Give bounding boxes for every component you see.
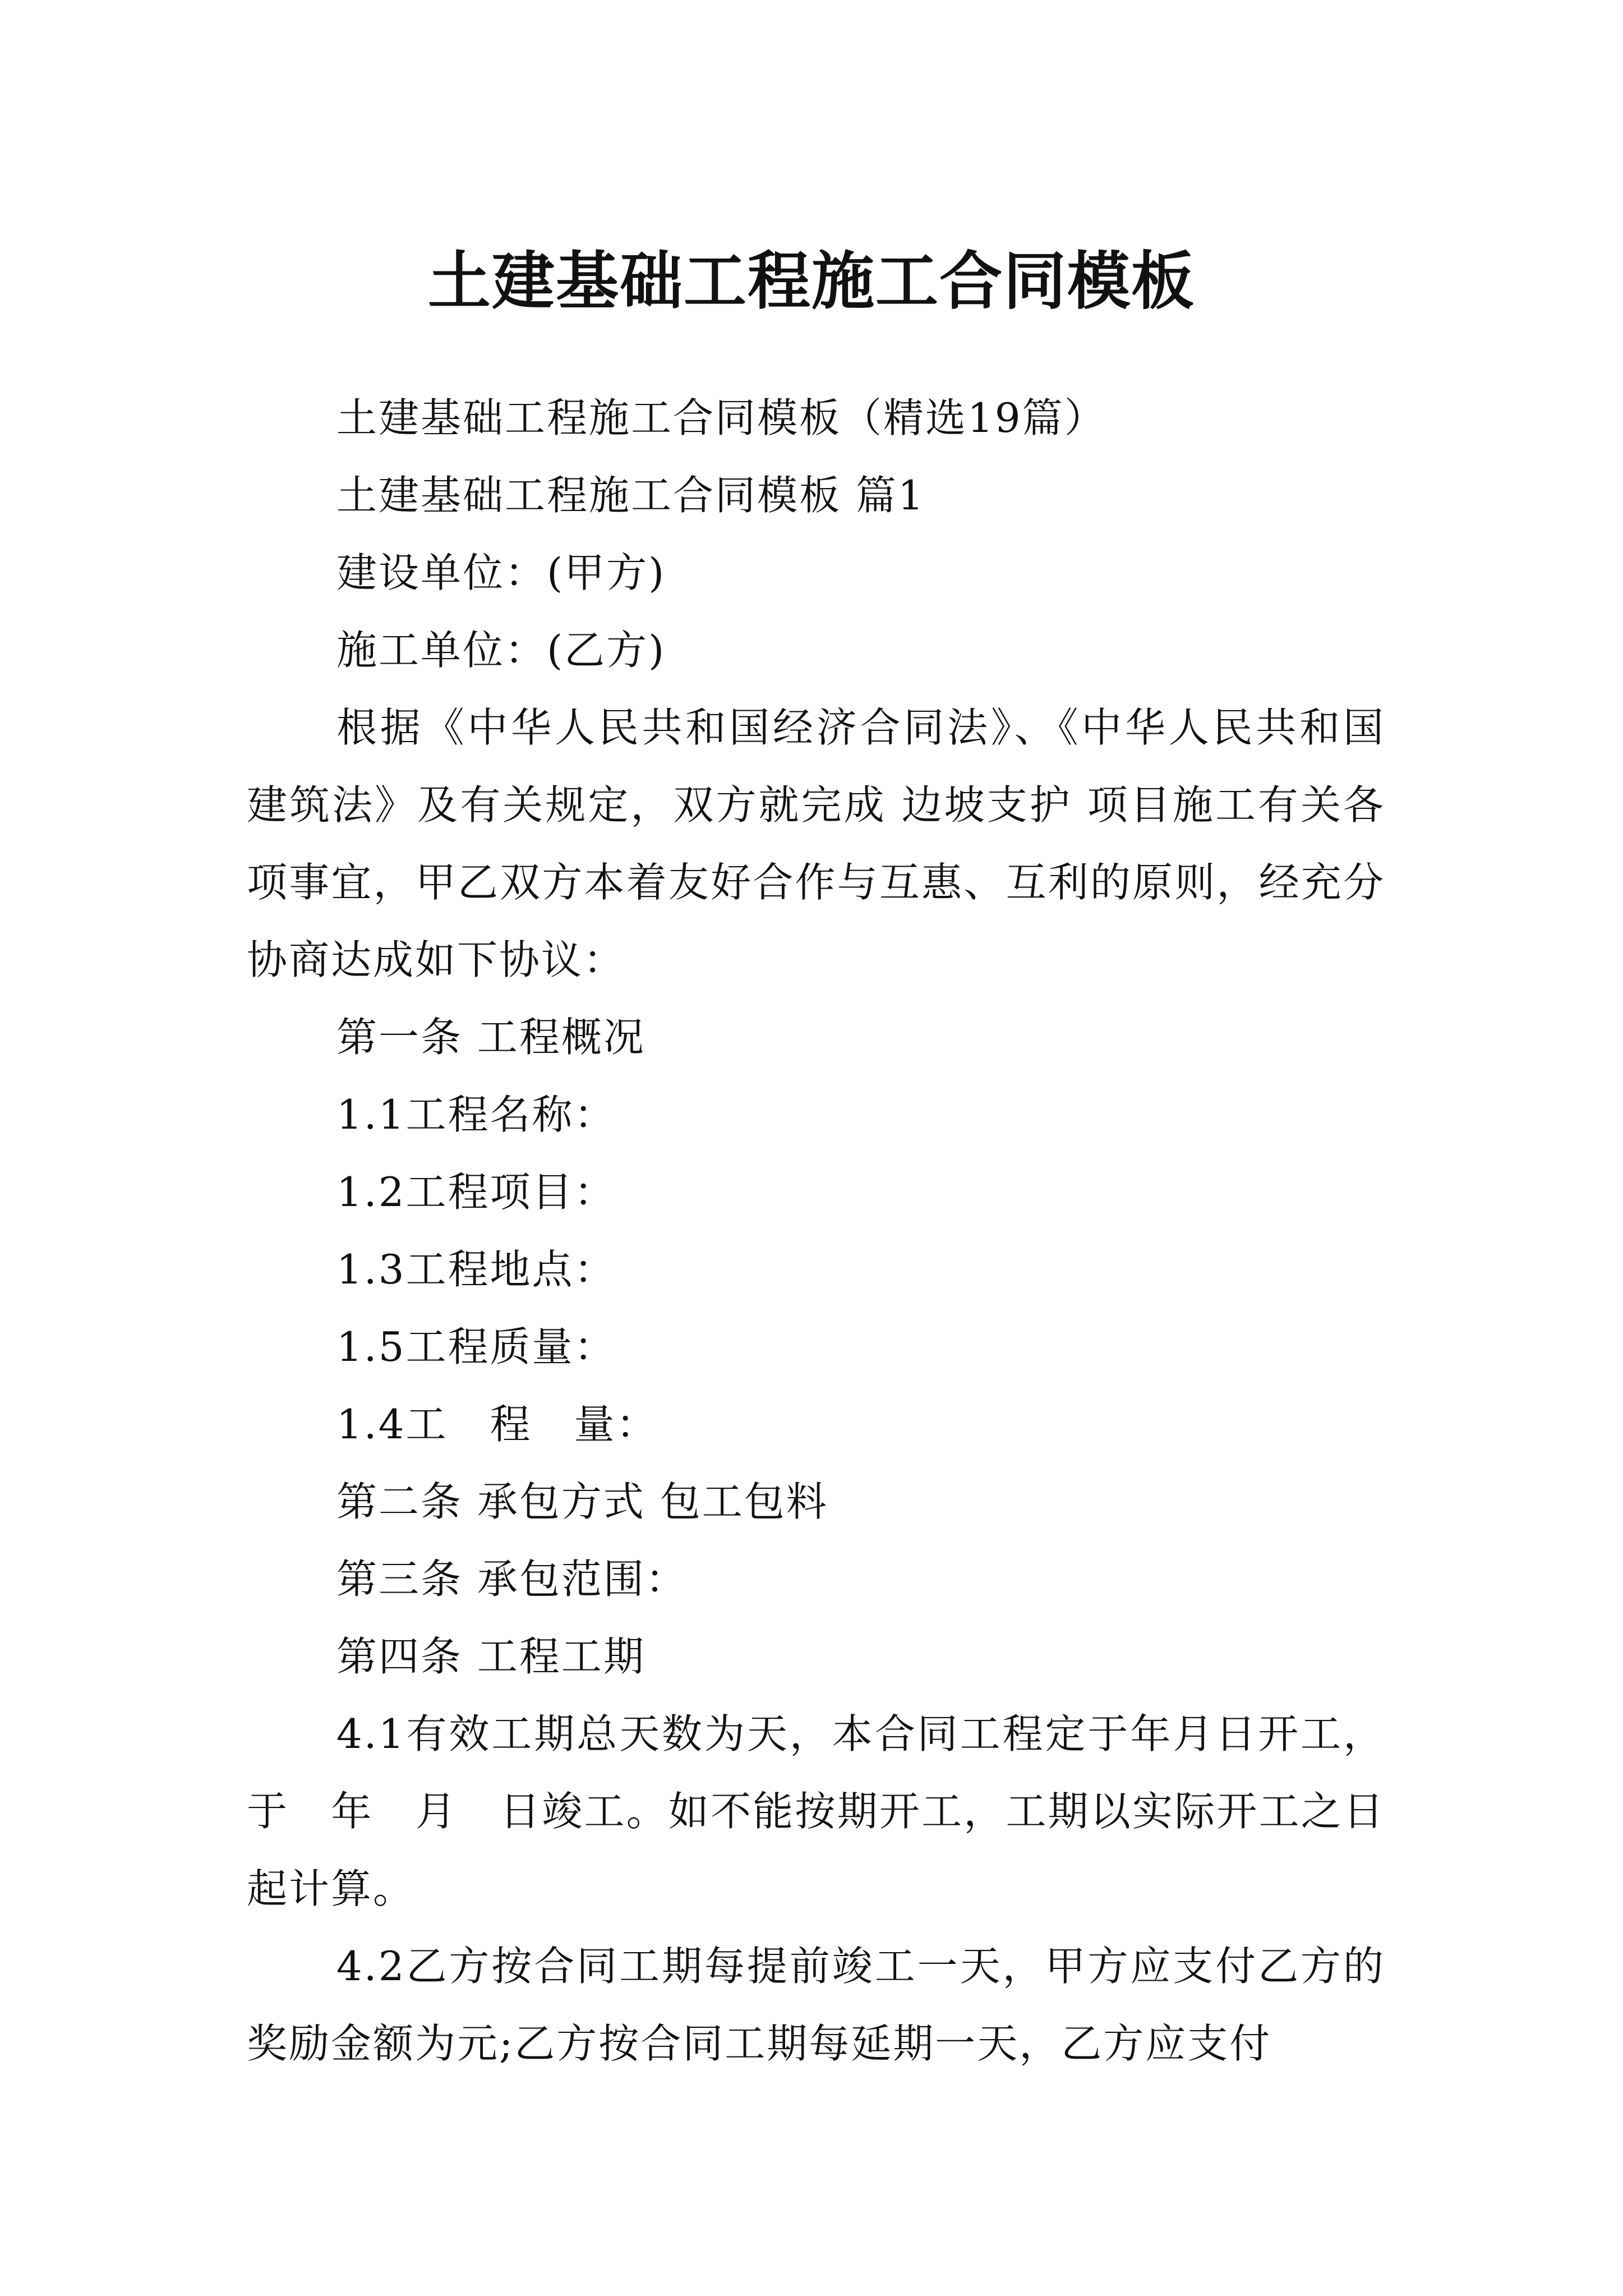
paragraph-item-4-1: 4.1有效工期总天数为天，本合同工程定于年月日开工，于 年 月 日竣工。如不能按期开工，工期以实际开工之日起计算。 — [247, 1710, 1385, 1912]
paragraph-item-1-5: 1.5工程质量： — [336, 1323, 616, 1370]
document-body — [247, 379, 1385, 2082]
paragraph-article-4: 第四条 工程工期 — [336, 1633, 645, 1680]
paragraph-subtitle: 土建基础工程施工合同模板（精选19篇） — [336, 394, 1106, 441]
paragraph-item-1-3: 1.3工程地点： — [336, 1246, 616, 1293]
paragraph-party-b: 施工单位：(乙方) — [336, 627, 666, 674]
paragraph-party-a: 建设单位：(甲方) — [336, 549, 666, 596]
paragraph-item-1-4: 1.4工 程 量： — [336, 1401, 658, 1448]
paragraph-item-1-1: 1.1工程名称： — [336, 1091, 616, 1138]
paragraph-article-3: 第三条 承包范围： — [336, 1556, 688, 1603]
paragraph-article-1: 第一条 工程概况 — [336, 1014, 645, 1061]
paragraph-article-2: 第二条 承包方式 包工包料 — [336, 1478, 828, 1525]
paragraph-item-4-2: 4.2乙方按合同工期每提前竣工一天，甲方应支付乙方的奖励金额为元;乙方按合同工期每延期一天，乙方应支付 — [247, 1943, 1385, 2067]
paragraph-item-1-2: 1.2工程项目： — [336, 1168, 616, 1216]
document-title: 土建基础工程施工合同模板 — [428, 245, 1195, 319]
paragraph-section-heading: 土建基础工程施工合同模板 篇1 — [336, 472, 925, 519]
paragraph-preamble: 根据《中华人民共和国经济合同法》、《中华人民共和国建筑法》及有关规定，双方就完成 边坡支护 项目施工有关各项事宜，甲乙双方本着友好合作与互惠、互利的原则，经充分协商达成如下协议： — [247, 704, 1385, 983]
